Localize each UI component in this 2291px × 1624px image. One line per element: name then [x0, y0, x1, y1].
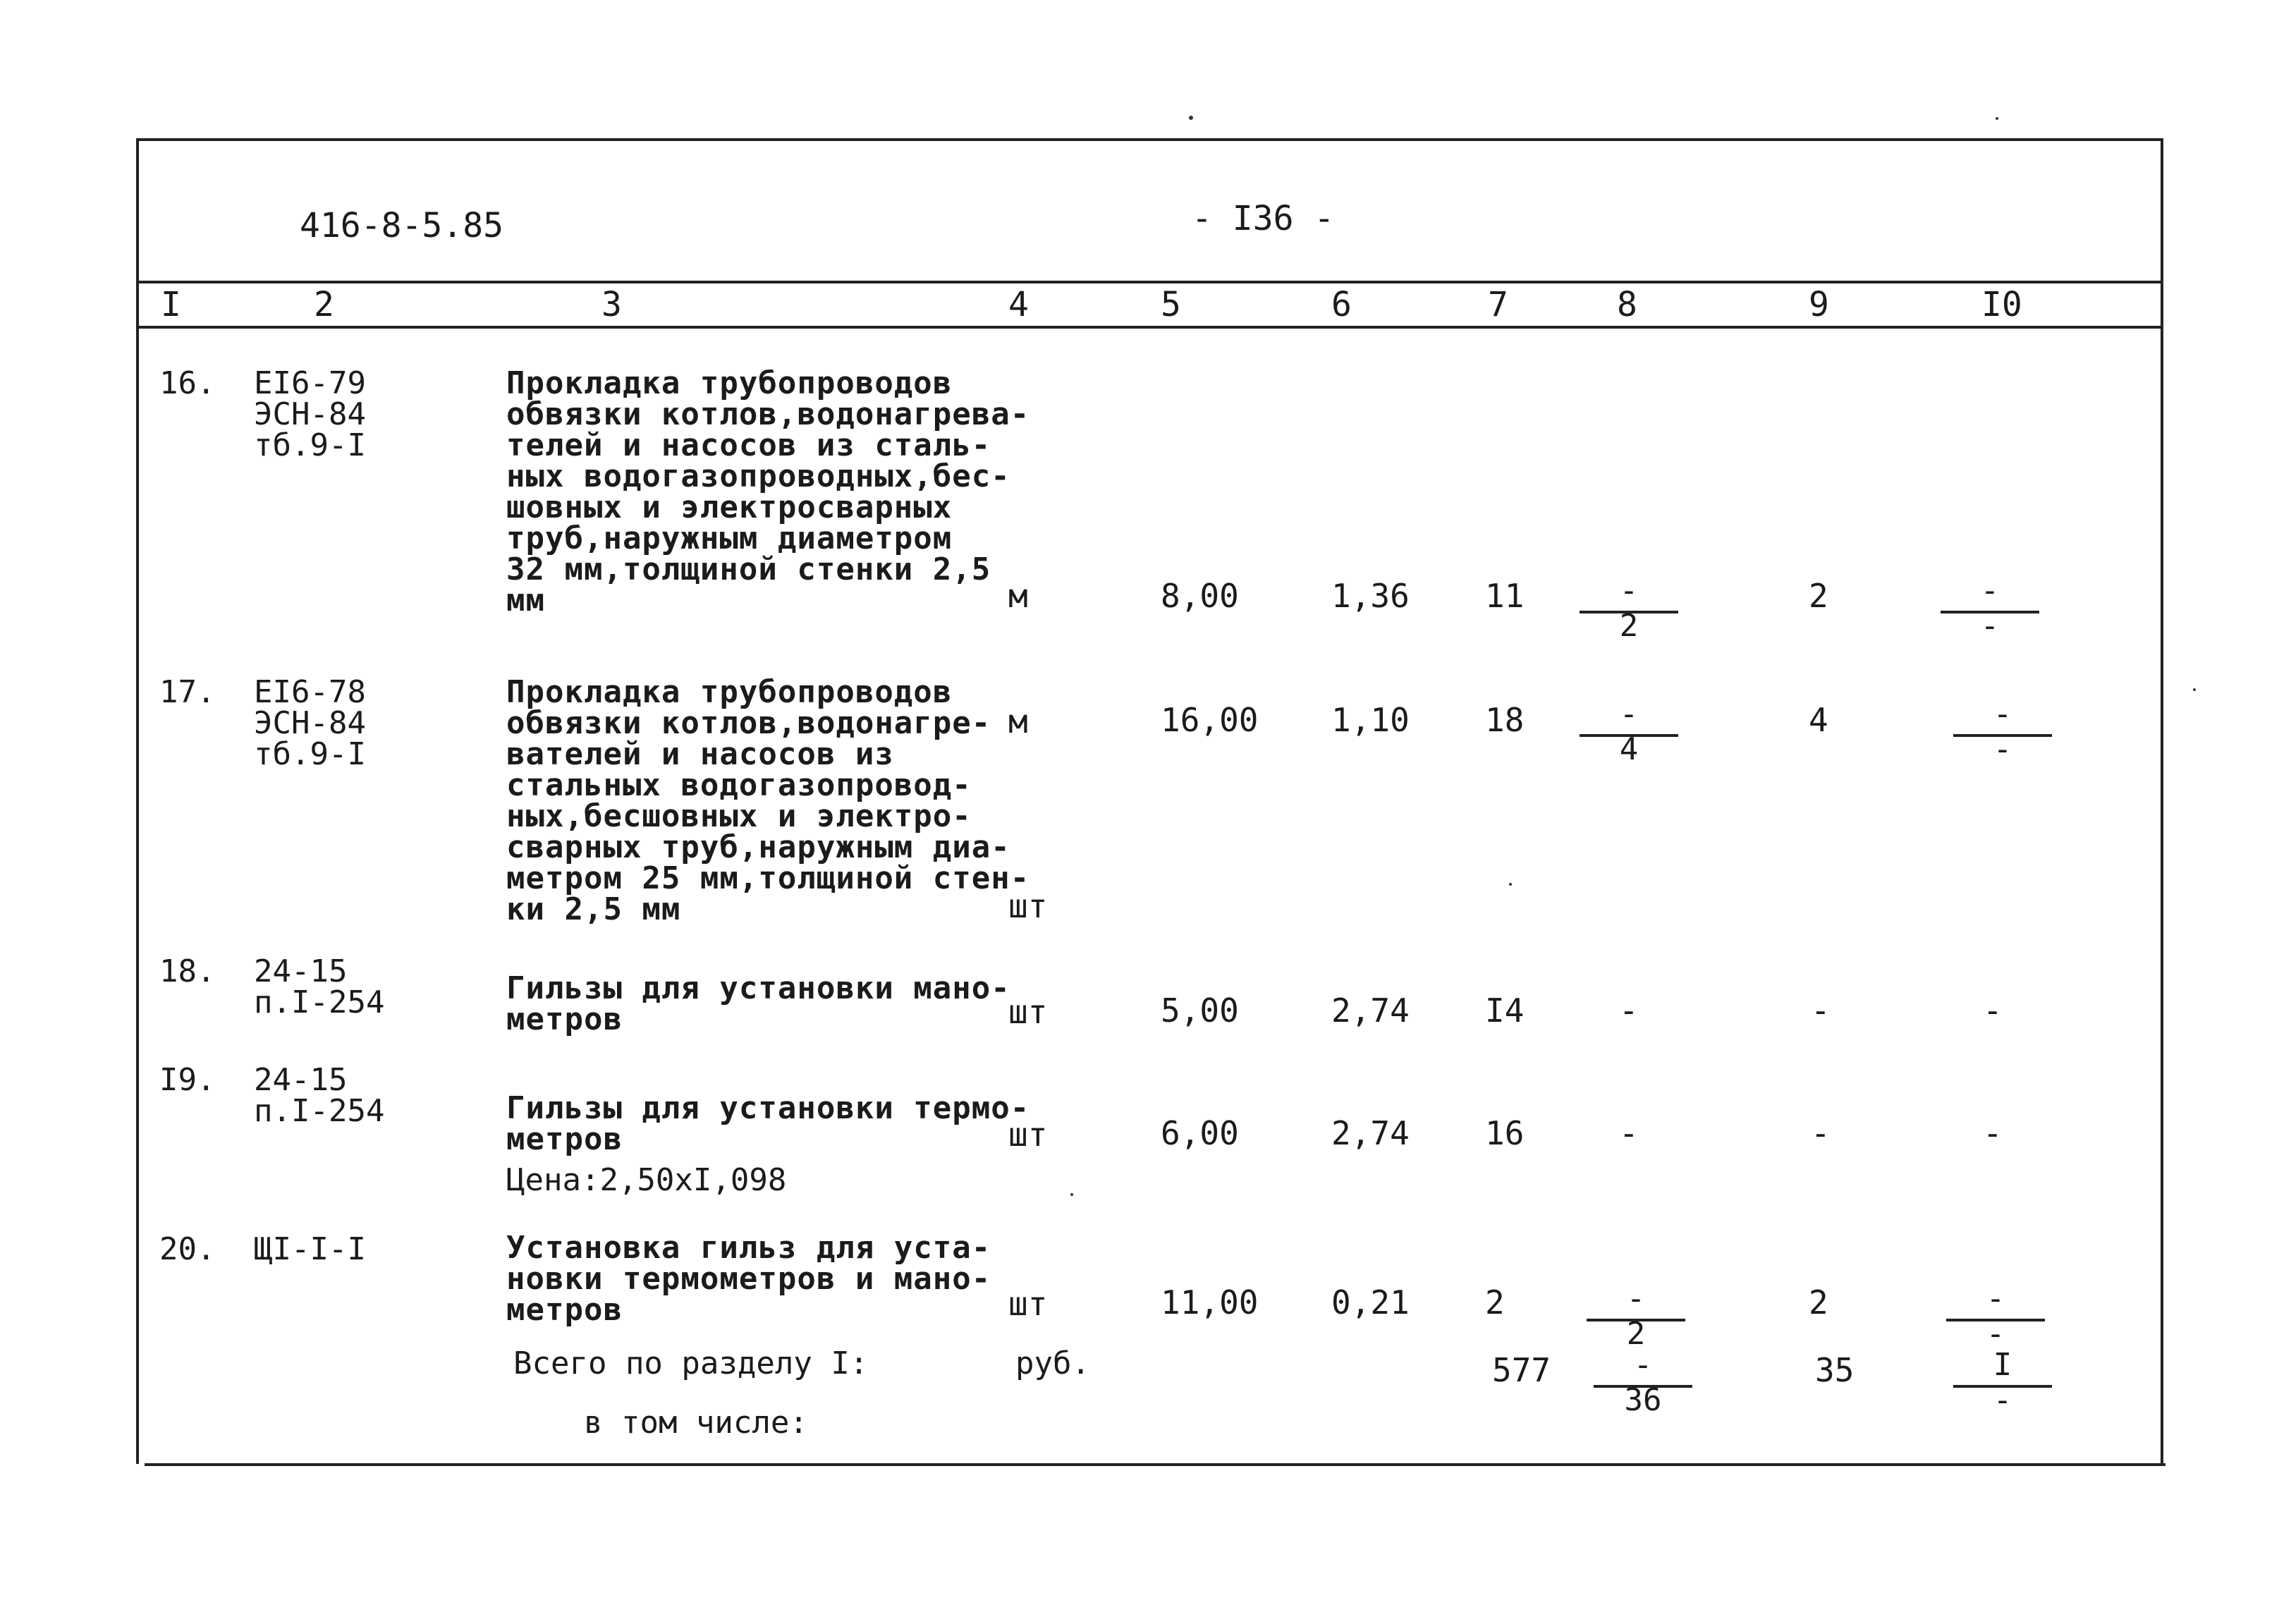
row-18-unit: шт — [1008, 993, 1048, 1031]
header-divider-top — [136, 281, 2163, 283]
row-17-unit-secondary: шт — [1008, 887, 1048, 925]
section-total-col10-top: I — [1993, 1347, 2012, 1383]
section-total-col10-bottom: - — [1993, 1382, 2012, 1418]
row-20-col8-top: - — [1626, 1281, 1646, 1317]
row-17-col8-top: - — [1619, 696, 1639, 732]
row-20-col8-bottom: 2 — [1626, 1316, 1646, 1352]
row-16-description: Прокладка трубопроводов обвязки котлов,водонагрева- телей и насосов из сталь- ных водогазопроводных,бес- шовных и электросварных труб,наружным диаметром 32 мм,толщиной стенки 2,5 мм — [506, 365, 1030, 618]
row-16-total: 11 — [1485, 577, 1525, 615]
row-18-quantity: 5,00 — [1161, 991, 1239, 1030]
row-16-number: 16. — [159, 365, 216, 401]
row-16-col8-bottom: 2 — [1619, 608, 1639, 644]
row-19-total: 16 — [1485, 1114, 1525, 1152]
frame-right-border — [2161, 138, 2163, 1464]
row-20-col10-bottom: - — [1986, 1316, 2005, 1352]
row-18-description: Гильзы для установки мано- метров — [506, 970, 1010, 1037]
column-number-4: 4 — [1008, 285, 1029, 324]
row-16-col8-fraction — [1580, 573, 1678, 644]
row-20-quantity: 11,00 — [1161, 1283, 1259, 1321]
row-17-unit: м — [1008, 702, 1028, 740]
row-17-col10-top: - — [1993, 696, 2012, 732]
row-19-col9: - — [1811, 1114, 1831, 1152]
row-17-quantity: 16,00 — [1161, 701, 1259, 739]
frame-bottom-border — [145, 1463, 2165, 1466]
row-19-quantity: 6,00 — [1161, 1114, 1239, 1152]
scan-speck — [1996, 117, 1998, 120]
column-number-5: 5 — [1161, 285, 1181, 324]
row-20-col9: 2 — [1809, 1283, 1828, 1321]
scan-speck — [1509, 883, 1512, 886]
row-20-total: 2 — [1485, 1283, 1505, 1321]
scan-speck — [2193, 688, 2196, 691]
row-18-total: I4 — [1485, 991, 1525, 1030]
row-20-number: 20. — [159, 1231, 216, 1267]
section-total-col9: 35 — [1815, 1351, 1855, 1389]
row-16-col10-top: - — [1980, 573, 2000, 609]
row-17-col10-fraction — [1953, 696, 2052, 767]
row-19-unit: шт — [1008, 1116, 1048, 1154]
row-20-description: Установка гильз для уста- новки термометров и мано- метров — [506, 1230, 991, 1328]
row-20-col8-fraction — [1587, 1281, 1685, 1352]
row-19-col8: - — [1619, 1114, 1639, 1152]
column-number-3: 3 — [601, 285, 622, 324]
row-20-col10-fraction — [1946, 1281, 2045, 1352]
row-17-col8-bottom: 4 — [1619, 731, 1639, 767]
row-16-col8-top: - — [1619, 573, 1639, 609]
row-20-code: ЩI-I-I — [254, 1231, 366, 1267]
row-16-code: EI6-79 ЭСН-84 тб.9-I — [254, 365, 366, 463]
column-number-7: 7 — [1488, 285, 1508, 324]
row-20-unit-price: 0,21 — [1331, 1283, 1410, 1321]
scan-speck — [1189, 116, 1193, 120]
column-number-8: 8 — [1617, 285, 1637, 324]
frame-top-border — [136, 138, 2163, 141]
column-number-6: 6 — [1331, 285, 1352, 324]
section-total-col8-bottom: 36 — [1624, 1382, 1662, 1418]
scan-speck — [1070, 1193, 1073, 1196]
row-19-unit-price: 2,74 — [1331, 1114, 1410, 1152]
row-16-unit: м — [1008, 577, 1028, 615]
column-number-1: I — [161, 285, 181, 324]
row-17-unit-price: 1,10 — [1331, 701, 1410, 739]
section-total-value: 577 — [1492, 1351, 1551, 1389]
section-total-col8-top: - — [1633, 1347, 1653, 1383]
row-19-code: 24-15 п.I-254 — [254, 1062, 385, 1129]
row-19-col10: - — [1983, 1114, 2003, 1152]
section-total-col10-fraction — [1953, 1347, 2052, 1418]
row-17-code: EI6-78 ЭСН-84 тб.9-I — [254, 674, 366, 772]
row-17-col9: 4 — [1809, 701, 1828, 739]
row-18-col8: - — [1619, 991, 1639, 1030]
row-18-col10: - — [1983, 991, 2003, 1030]
row-17-total: 18 — [1485, 701, 1525, 739]
header-divider-bottom — [136, 326, 2163, 329]
row-16-quantity: 8,00 — [1161, 577, 1239, 615]
row-17-col8-fraction — [1580, 696, 1678, 767]
row-18-unit-price: 2,74 — [1331, 991, 1410, 1030]
section-total-unit: руб. — [1015, 1345, 1090, 1381]
row-16-col10-fraction — [1941, 573, 2039, 644]
column-number-9: 9 — [1809, 285, 1829, 324]
section-total-col8-fraction — [1594, 1347, 1692, 1418]
row-17-number: 17. — [159, 674, 216, 710]
column-number-10: I0 — [1981, 285, 2022, 324]
row-17-col10-bottom: - — [1993, 731, 2012, 767]
row-20-col10-top: - — [1986, 1281, 2005, 1317]
row-17-description: Прокладка трубопроводов обвязки котлов,водонагре- вателей и насосов из стальных водогазопровод- ных,бесшовных и электро- сварных труб,наружным диа- метром 25 мм,толщиной стен- ки 2,5 мм — [506, 674, 1030, 927]
column-number-2: 2 — [314, 285, 334, 324]
section-total-label: Всего по разделу I: — [513, 1345, 869, 1381]
including-subheading: в том числе: — [584, 1405, 808, 1441]
row-19-number: I9. — [159, 1062, 216, 1098]
document-code: 416-8-5.85 — [300, 206, 503, 245]
row-20-unit: шт — [1008, 1285, 1048, 1323]
row-19-price-note: Цена:2,50xI,098 — [506, 1162, 787, 1198]
row-18-number: 18. — [159, 953, 216, 989]
row-16-unit-price: 1,36 — [1331, 577, 1410, 615]
row-18-code: 24-15 п.I-254 — [254, 953, 385, 1020]
row-19-description: Гильзы для установки термо- метров — [506, 1090, 1030, 1157]
page-number: - I36 - — [1192, 199, 1335, 238]
row-18-col9: - — [1811, 991, 1831, 1030]
row-16-col10-bottom: - — [1980, 608, 2000, 644]
row-16-col9: 2 — [1809, 577, 1828, 615]
frame-left-border — [136, 138, 139, 1464]
